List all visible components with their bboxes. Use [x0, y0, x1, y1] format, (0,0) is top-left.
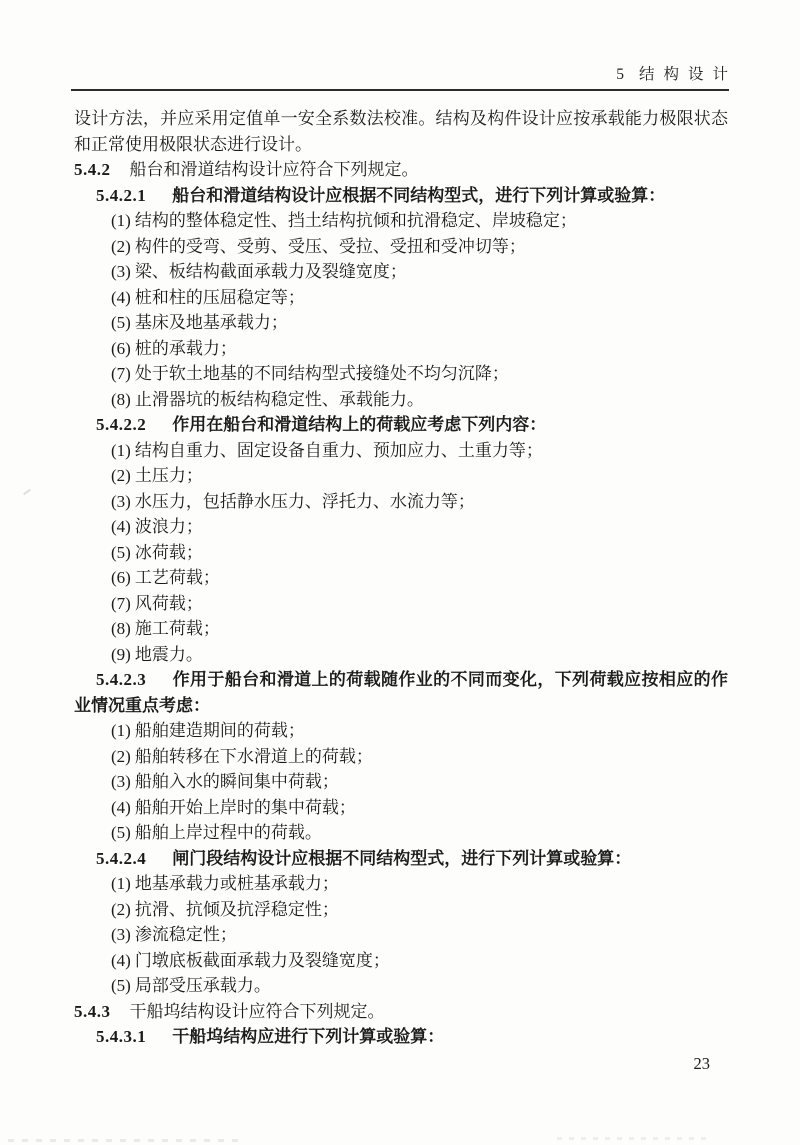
- item-number: (1): [111, 721, 131, 740]
- item-text: 抗滑、抗倾及抗浮稳定性；: [134, 899, 339, 919]
- item-text: 结构自重力、固定设备自重力、预加应力、土重力等；: [134, 440, 543, 460]
- clause-level-3: [74, 1024, 728, 1050]
- clause-level-3: [74, 412, 728, 438]
- header-chapter-number: 5: [616, 66, 626, 83]
- clause-number: 5.4.2.2: [96, 415, 147, 434]
- item-text: 土压力；: [134, 466, 203, 485]
- list-item: [74, 361, 728, 387]
- item-number: (3): [111, 925, 131, 944]
- item-text: 地震力。: [134, 644, 203, 664]
- item-text: 结构的整体稳定性、挡土结构抗倾和抗滑稳定、岸坡稳定；: [134, 211, 577, 230]
- item-text: 船舶开始上岸时的集中荷载；: [134, 797, 356, 817]
- item-text: 风荷载；: [134, 593, 203, 613]
- clause-number: 5.4.3.1: [96, 1027, 147, 1046]
- list-item: [74, 310, 728, 336]
- list-item: [74, 897, 728, 923]
- item-number: (5): [111, 823, 131, 842]
- list-item: [74, 744, 728, 770]
- list-item: [74, 616, 728, 642]
- item-text: 梁、板结构截面承载力及裂缝宽度；: [134, 262, 407, 281]
- item-number: (1): [111, 440, 131, 460]
- item-text: 船舶上岸过程中的荷载。: [134, 823, 322, 842]
- clause-text: 作用在船台和滑道结构上的荷载应考虑下列内容：: [172, 415, 547, 434]
- item-text: 水压力，包括静水压力、浮托力、水流力等；: [134, 491, 475, 511]
- item-text: 构件的受弯、受剪、受压、受拉、受扭和受冲切等；: [134, 236, 526, 256]
- item-number: (2): [111, 236, 131, 256]
- list-item: [74, 948, 728, 974]
- clause-level-2: [74, 999, 728, 1025]
- list-item: [74, 208, 728, 234]
- list-item: [74, 642, 728, 668]
- list-item: [74, 540, 728, 566]
- clause-number: 5.4.2.1: [96, 185, 147, 205]
- list-item: [74, 795, 728, 821]
- item-number: (2): [111, 899, 131, 919]
- list-item: [74, 973, 728, 999]
- item-text: 局部受压承载力。: [134, 976, 271, 995]
- item-number: (3): [111, 491, 131, 511]
- item-text: 处于软土地基的不同结构型式接缝处不均匀沉降；: [134, 364, 509, 383]
- clause-number: 5.4.2.3: [96, 670, 147, 689]
- list-item: [74, 922, 728, 948]
- item-text: 冰荷载；: [134, 542, 203, 562]
- item-number: (5): [111, 976, 131, 995]
- item-number: (5): [111, 542, 131, 562]
- list-item: [74, 820, 728, 846]
- item-number: (2): [111, 746, 131, 766]
- list-item: [74, 463, 728, 489]
- item-number: (6): [111, 568, 131, 587]
- paragraph: [74, 106, 728, 157]
- clause-number: 5.4.3: [74, 1001, 111, 1021]
- item-number: (5): [111, 313, 131, 332]
- list-item: [74, 387, 728, 413]
- item-text: 桩和柱的压屈稳定等；: [134, 287, 305, 307]
- list-item: [74, 336, 728, 362]
- item-number: (7): [111, 364, 131, 383]
- item-text: 施工荷载；: [134, 619, 220, 638]
- item-text: 波浪力；: [134, 517, 203, 536]
- item-text: 基床及地基承载力；: [134, 313, 288, 332]
- clause-text: 作用于船台和滑道上的荷载随作业的不同而变化，下列荷载应按相应的作业情况重点考虑：: [74, 670, 728, 715]
- item-number: (2): [111, 466, 131, 485]
- item-number: (4): [111, 797, 131, 817]
- page-header: [74, 0, 737, 86]
- list-item: [74, 718, 728, 744]
- item-text: 船舶入水的瞬间集中荷载；: [134, 772, 339, 791]
- scan-artifact: [8, 1139, 238, 1142]
- item-number: (3): [111, 772, 131, 791]
- clause-text: 干船坞结构应进行下列计算或验算：: [172, 1027, 445, 1046]
- item-text: 渗流稳定性；: [134, 925, 237, 944]
- item-text: 工艺荷载；: [134, 568, 220, 587]
- list-item: [74, 438, 728, 464]
- item-text: 桩的承载力；: [134, 338, 237, 358]
- list-item: [74, 234, 728, 260]
- list-item: [74, 285, 728, 311]
- clause-text: 船台和滑道结构设计应符合下列规定。: [129, 160, 419, 179]
- scan-artifact: [557, 1137, 712, 1140]
- clause-level-2: [74, 157, 728, 183]
- item-number: (1): [111, 211, 131, 230]
- clause-text: 闸门段结构设计应根据不同结构型式，进行下列计算或验算：: [172, 848, 632, 868]
- item-number: (4): [111, 517, 131, 536]
- list-item: [74, 769, 728, 795]
- page-number: 23: [693, 1053, 710, 1073]
- list-item: [74, 591, 728, 617]
- item-number: (1): [111, 874, 131, 893]
- item-number: (7): [111, 593, 131, 613]
- item-number: (4): [111, 287, 131, 307]
- header-rule: [71, 89, 729, 91]
- item-text: 门墩底板截面承载力及裂缝宽度；: [134, 950, 390, 970]
- item-text: 地基承载力或桩基承载力；: [134, 874, 339, 893]
- item-number: (3): [111, 262, 131, 281]
- clause-level-3: [74, 846, 728, 872]
- item-number: (8): [111, 389, 131, 409]
- clause-text: 干船坞结构设计应符合下列规定。: [129, 1001, 385, 1021]
- item-text: 船舶转移在下水滑道上的荷载；: [134, 746, 373, 766]
- clause-level-3: [74, 667, 728, 718]
- clause-text: 设计方法，并应采用定值单一安全系数法校准。结构及构件设计应按承载能力极限状态和正常使用极限状态进行设计。: [74, 109, 728, 154]
- list-item: [74, 259, 728, 285]
- clause-number: 5.4.2.4: [96, 848, 147, 868]
- item-text: 止滑器坑的板结构稳定性、承载能力。: [134, 389, 424, 409]
- item-number: (8): [111, 619, 131, 638]
- list-item: [74, 565, 728, 591]
- scan-artifact: [23, 489, 31, 495]
- list-item: [74, 514, 728, 540]
- list-item: [74, 871, 728, 897]
- clause-level-3: [74, 183, 728, 209]
- header-chapter-title: 结构设计: [638, 66, 737, 83]
- clause-number: 5.4.2: [74, 160, 111, 179]
- clause-text: 船台和滑道结构设计应根据不同结构型式，进行下列计算或验算：: [172, 185, 666, 205]
- item-number: (9): [111, 644, 131, 664]
- item-number: (6): [111, 338, 131, 358]
- item-number: (4): [111, 950, 131, 970]
- list-item: [74, 489, 728, 515]
- item-text: 船舶建造期间的荷载；: [134, 721, 305, 740]
- document-body: [74, 106, 728, 1050]
